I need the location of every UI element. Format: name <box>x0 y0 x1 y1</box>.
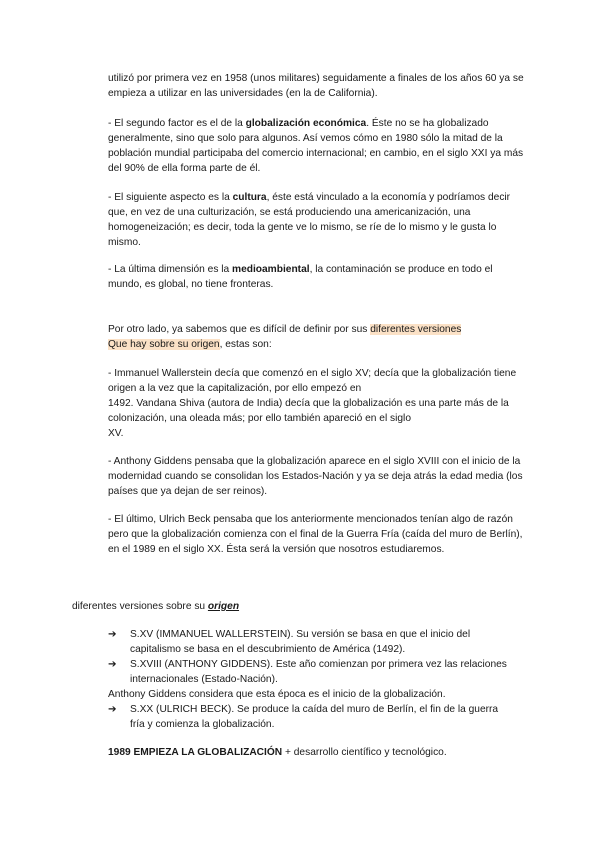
text: Por otro lado, ya sabemos que es difícil de definir por sus <box>108 324 371 335</box>
bold-term-environment: medioambiental <box>232 264 310 275</box>
paragraph-environment <box>108 262 528 292</box>
text: , éste está vinculado a la economía y podríamos decir que, en vez de una culturización, se está produciendo una americanización, una homogeneización; es decir, toda la gente ve lo mismo, se ríe de lo mismo y le gusta lo mismo. <box>108 192 511 248</box>
text: - El segundo factor es el de la <box>108 118 246 129</box>
conclusion-line <box>108 745 528 760</box>
list-item: ➔ S.XV (IMMANUEL WALLERSTEIN). Su versión se basa en que el inicio del capitalismo se basa en el descubrimiento de América (1492). <box>108 629 471 655</box>
text: - La última dimensión es la <box>108 264 233 275</box>
line: - Immanuel Wallerstein decía que comenzó en el siglo XV; decía que la globalización tiene origen a la vez que la capitalización, por ello empezó en <box>108 368 517 394</box>
arrow-right-icon: ➔ <box>108 704 117 715</box>
paragraph-wallerstein-shiva <box>108 366 528 441</box>
highlight-origin: Que hay sobre su origen <box>108 339 220 350</box>
bold-term-culture: cultura <box>232 192 267 203</box>
highlight-versions: diferentes versiones <box>370 324 462 335</box>
summary-heading <box>72 599 239 614</box>
heading-text: diferentes versiones sobre su <box>72 601 208 612</box>
paragraph-beck: - El último, Ulrich Beck pensaba que los anteriormente mencionados tenían algo de razón pero que la globalización comienza con el final de la Guerra Fría (caída del muro de Berlín), en el 1989 en el siglo XX. Ésta será la versión que nosotros estudiaremos. <box>108 514 523 555</box>
paragraph-versions-intro <box>108 322 528 352</box>
arrow-right-icon: ➔ <box>108 629 117 640</box>
text: , estas son: <box>219 339 272 350</box>
heading-emphasis-origin: origen <box>207 601 240 612</box>
paragraph-culture <box>108 190 528 250</box>
line: 1492. Vandana Shiva (autora de India) decía que la globalización es una parte más de la colonización, una oleada más; por ello también apareció en el siglo <box>108 398 509 424</box>
list-item: ➔ S.XX (ULRICH BECK). Se produce la caída del muro de Berlín, el fin de la guerra fría y comienza la globalización. <box>108 704 499 730</box>
list-item-note: Anthony Giddens considera que esta época es el inicio de la globalización. <box>108 689 446 700</box>
line: XV. <box>108 428 124 439</box>
list-item: ➔ S.XVIII (ANTHONY GIDDENS). Este año comienzan por primera vez las relaciones internacionales (Estado-Nación). <box>108 659 507 685</box>
paragraph-giddens: - Anthony Giddens pensaba que la globalización aparece en el siglo XVIII con el inicio de la modernidad cuando se consolidan los Estados-Nación y ya se deja atrás la edad media (los países que ya dejan de ser reinos). <box>108 456 523 497</box>
summary-list <box>108 627 508 732</box>
paragraph-intro-continuation: utilizó por primera vez en 1958 (unos militares) seguidamente a finales de los años 60 ya se empieza a utilizar en las universidades (en la de California). <box>108 73 524 99</box>
text: . Éste no se ha globalizado generalmente, sino que solo para algunos. Así vemos cómo en 1980 sólo la mitad de la población mundial participaba del comercio internacional; en cambio, en el siglo XXI ya más del 90% de ella forma parte de él. <box>108 118 524 174</box>
arrow-right-icon: ➔ <box>108 659 117 670</box>
bold-term-economic: globalización económica <box>245 118 367 129</box>
bold-1989: 1989 EMPIEZA LA GLOBALIZACIÓN <box>108 747 283 758</box>
text: - El siguiente aspecto es la <box>108 192 233 203</box>
text: + desarrollo científico y tecnológico. <box>282 747 447 758</box>
text: , la contaminación se produce en todo el mundo, es global, no tiene fronteras. <box>108 264 493 290</box>
paragraph-economic-globalization <box>108 116 528 176</box>
